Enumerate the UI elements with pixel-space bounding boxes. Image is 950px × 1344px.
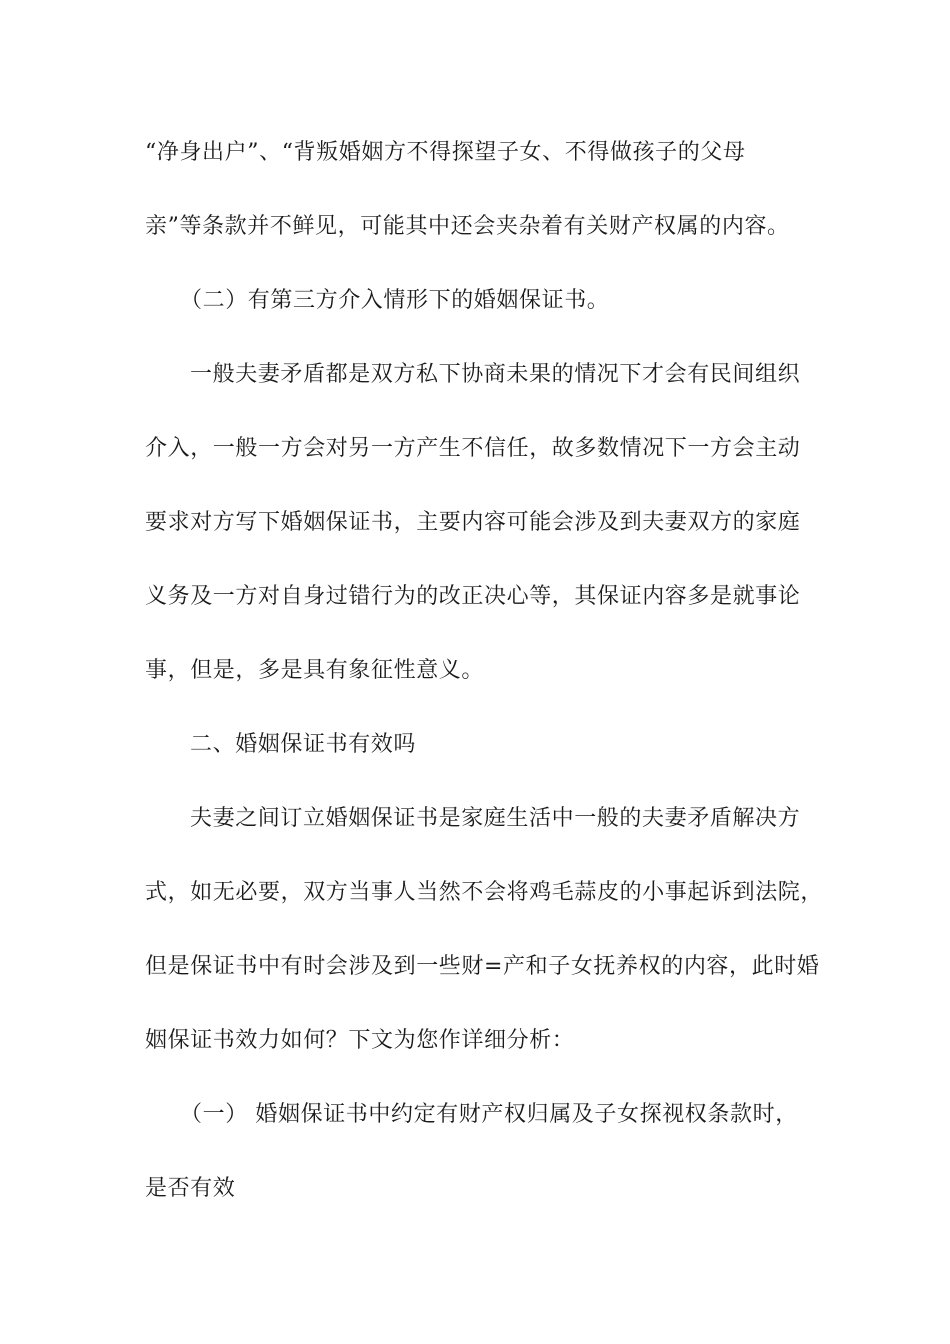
paragraph-line-4: 介入，一般一方会对另一方产生不信任，故多数情况下一方会主动 <box>145 436 801 461</box>
paragraph-line-11: 姻保证书效力如何？下文为您作详细分析： <box>145 1028 575 1053</box>
paragraph-line-6: 义务及一方对自身过错行为的改正决心等，其保证内容多是就事论 <box>145 584 801 609</box>
section-heading-2: （二）有第三方介入情形下的婚姻保证书。 <box>180 288 610 313</box>
section-heading-main: 二、婚姻保证书有效吗 <box>190 732 417 757</box>
paragraph-line-2: 亲”等条款并不鲜见，可能其中还会夹杂着有关财产权属的内容。 <box>145 214 790 239</box>
paragraph-line-5: 要求对方写下婚姻保证书，主要内容可能会涉及到夫妻双方的家庭 <box>145 510 801 535</box>
paragraph-line-9: 式，如无必要，双方当事人当然不会将鸡毛蒜皮的小事起诉到法院， <box>145 880 824 905</box>
subsection-heading-1: （一） 婚姻保证书中约定有财产权归属及子女探视权条款时， <box>180 1102 798 1127</box>
paragraph-line-8: 夫妻之间订立婚姻保证书是家庭生活中一般的夫妻矛盾解决方 <box>190 806 801 831</box>
paragraph-line-10: 但是保证书中有时会涉及到一些财=产和子女抚养权的内容，此时婚 <box>145 954 820 979</box>
paragraph-line-1: “净身出户”、“背叛婚姻方不得探望子女、不得做孩子的父母 <box>145 140 746 165</box>
paragraph-line-3: 一般夫妻矛盾都是双方私下协商未果的情况下才会有民间组织 <box>190 362 801 387</box>
subsection-heading-1-cont: 是否有效 <box>145 1176 236 1201</box>
paragraph-line-7: 事，但是，多是具有象征性意义。 <box>145 658 485 683</box>
